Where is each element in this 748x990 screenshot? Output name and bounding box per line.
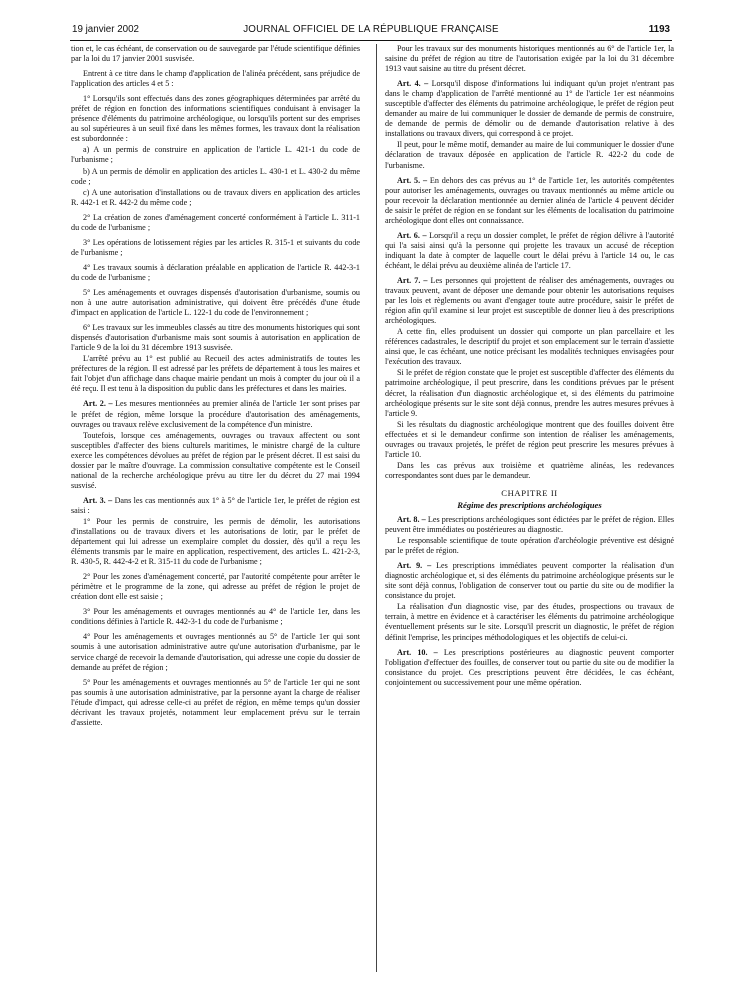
journal-title: JOURNAL OFFICIEL DE LA RÉPUBLIQUE FRANÇAISE bbox=[243, 24, 499, 35]
article-paragraph bbox=[385, 648, 674, 688]
article-paragraph bbox=[385, 79, 674, 139]
left-column bbox=[71, 44, 360, 972]
paragraph-text: 6° Les travaux sur les immeubles classés au titre des monuments historiques qui sont dispensés d'autorisation d'urbanisme mais sont soumis à autorisation en application de l'article 9 de la loi du 31 décembre 1913 susvisée. bbox=[71, 323, 360, 353]
paragraph-text: tion et, le cas échéant, de conservation ou de sauvegarde par l'étude scientifique définies par la loi du 17 janvier 2001 susvisée. bbox=[71, 44, 360, 64]
paragraph bbox=[385, 368, 674, 418]
paragraph bbox=[71, 44, 360, 64]
article-paragraph bbox=[385, 515, 674, 535]
chapter-heading: CHAPITRE II bbox=[501, 487, 558, 498]
header-rule bbox=[70, 40, 672, 41]
page-number: 1193 bbox=[648, 24, 670, 35]
paragraph-text: 5° Pour les aménagements et ouvrages mentionnés au 5° de l'article 1er qui ne sont pas soumis à une autorisation administrative, par la personne ayant la charge de réaliser l'étude d'impact, qui adresse celle-ci au préfet de région, en même temps qu'un dossier décrivant les travaux projetés, notamment leur emplacement prévu sur le terrain d'assiette. bbox=[71, 677, 360, 727]
paragraph-text: Dans les cas prévus aux troisième et quatrième alinéas, les redevances correspondantes sont dues par le demandeur. bbox=[385, 460, 674, 480]
paragraph-text: Les prescriptions immédiates peuvent comporter la réalisation d'un diagnostic archéologique et, si des éléments du patrimoine archéologique présents sur le site sont déjà connus, l'obligation de conserver tout ou partie du site ou de modifier la consistance du projet. bbox=[385, 561, 674, 601]
paragraph-text: Entrent à ce titre dans le champ d'application de l'alinéa précédent, sans préjudice de l'application des articles 4 et 5 : bbox=[71, 69, 360, 89]
paragraph-text: Pour les travaux sur des monuments historiques mentionnés au 6° de l'article 1er, la saisine du préfet de région au titre de l'autorisation exigée par la loi du 31 décembre 1913 vaut saisine au titre du présent décret. bbox=[385, 44, 674, 74]
paragraph bbox=[71, 69, 360, 89]
paragraph-text: Les personnes qui projettent de réaliser des aménagements, ouvrages ou travaux peuvent, avant de déposer une demande pour obtenir les autorisations requises par les lois et règlements ou avant d'engager toute autre procédure, saisir le préfet de région afin qu'il examine si leur projet est susceptible de donner lieu à des prescriptions archéologiques. bbox=[385, 275, 674, 326]
article-label: Art. 3. – bbox=[83, 495, 113, 505]
article-paragraph bbox=[385, 561, 674, 601]
paragraph bbox=[71, 145, 360, 165]
paragraph-text: 5° Les aménagements et ouvrages dispensés d'autorisation d'urbanisme, soumis ou non à une autre autorisation administrative, qui doivent être précédés d'une étude d'impact en application de l'article L. 122-1 du code de l'environnement ; bbox=[71, 287, 360, 318]
paragraph-text: A cette fin, elles produisent un dossier qui comporte un plan parcellaire et les références cadastrales, le descriptif du projet et son emplacement sur le terrain d'assiette ainsi que, le cas échéant, une notice précisant les modalités techniques envisagées pour l'exécution des travaux. bbox=[385, 327, 674, 367]
paragraph-text: En dehors des cas prévus au 1° de l'article 1er, les autorités compétentes pour autoriser les aménagements, ouvrages ou travaux mentionnés au même article ou pour recevoir la déclaration mentionnée au dernier alinéa de l'article 4 peuvent décider de saisir le préfet de région en se fondant sur les éléments de localisation du patrimoine archéologique dont elles ont connaissance. bbox=[385, 175, 674, 225]
paragraph-text: Les prescriptions archéologiques sont édictées par le préfet de région. Elles peuvent être immédiates ou postérieures au diagnostic. bbox=[385, 515, 674, 535]
article-paragraph bbox=[71, 496, 360, 516]
paragraph bbox=[71, 678, 360, 728]
paragraph-text: 2° La création de zones d'aménagement concerté conformément à l'article L. 311-1 du code de l'urbanisme ; bbox=[71, 212, 360, 232]
paragraph-text: Lorsqu'il a reçu un dossier complet, le préfet de région délivre à l'autorité qui l'a saisi ainsi qu'à la personne qui projette les travaux un accusé de réception indiquant la date à compter de laquelle court le délai prévu à l'article 14 ou, le cas échéant, le délai prévu au deuxième alinéa de l'article 17. bbox=[385, 230, 675, 270]
paragraph-text: Les prescriptions postérieures au diagnostic peuvent comporter l'obligation d'effectuer des fouilles, de conserver tout ou partie du site ou de modifier la consistance du projet. Ces prescriptions peuvent être décidées, le cas échéant, conjointement ou successivement pour une même opération. bbox=[385, 647, 675, 687]
paragraph-text: Le responsable scientifique de toute opération d'archéologie préventive est désigné par le préfet de région. bbox=[385, 536, 674, 556]
paragraph bbox=[71, 188, 360, 208]
paragraph bbox=[71, 323, 360, 353]
paragraph bbox=[71, 238, 360, 258]
paragraph-text: 1° Pour les permis de construire, les permis de démolir, les autorisations d'installations ou de travaux divers et les autorisations de lotir, par le préfet de département qui lui adresse un exemplaire complet du dossier, dès qu'il a reçu les éléments transmis par le maire en application, respectivement, des articles L. 421-2-3, R. 430-5, R. 442-4-2 et R. 315-11 du code de l'urbanisme ; bbox=[71, 516, 360, 567]
paragraph bbox=[71, 94, 360, 144]
paragraph-text: a) A un permis de construire en application de l'article L. 421-1 du code de l'urbanisme ; bbox=[71, 145, 360, 165]
article-label: Art. 2. – bbox=[83, 399, 113, 409]
article-label: Art. 5. – bbox=[397, 175, 428, 185]
paragraph bbox=[385, 420, 674, 460]
paragraph-text: Si le préfet de région constate que le projet est susceptible d'affecter des éléments du patrimoine archéologique, il peut prescrire, dans les conditions prévues par le présent décret, la réalisation d'un diagnostic archéologique et, si des éléments du patrimoine archéologique présents sur le site sont déjà connus, prendre les autres mesures prévues à l'article 9. bbox=[385, 368, 674, 418]
article-label: Art. 7. – bbox=[397, 275, 428, 285]
paragraph bbox=[71, 607, 360, 627]
paragraph bbox=[71, 263, 360, 283]
article-label: Art. 10. – bbox=[397, 647, 438, 657]
paragraph bbox=[71, 288, 360, 318]
article-paragraph bbox=[71, 399, 360, 429]
paragraph-text: L'arrêté prévu au 1° est publié au Recueil des actes administratifs de toutes les préfectures de la région. Il est adressé par les préfets de département à tous les maires et fait l'objet d'un affichage dans chaque mairie pendant un mois à compter du jour où il a été reçu. Il est tenu à la disposition du public dans les préfectures et dans les mairies. bbox=[71, 354, 360, 394]
paragraph-text: Dans les cas mentionnés aux 1° à 5° de l'article 1er, le préfet de région est saisi : bbox=[71, 495, 361, 515]
paragraph bbox=[71, 354, 360, 394]
chapter-title: Régime des prescriptions archéologiques bbox=[457, 499, 602, 510]
paragraph-text: 2° Pour les zones d'aménagement concerté, par l'autorité compétente pour arrêter le périmètre et le programme de la zone, qui adresse au préfet de région le projet de création dont elle est saisie ; bbox=[71, 572, 360, 602]
paragraph bbox=[71, 213, 360, 233]
paragraph bbox=[385, 44, 674, 74]
paragraph bbox=[71, 517, 360, 567]
paragraph bbox=[385, 140, 674, 170]
paragraph-text: La réalisation d'un diagnostic vise, par des études, prospections ou travaux de terrain, à mettre en évidence et à caractériser les éléments du patrimoine archéologique éventuellement présents sur le site. Lorsqu'il prescrit un diagnostic, le préfet de région définit l'emprise, les principes méthodologiques et les objectifs de celui-ci. bbox=[385, 602, 674, 642]
paragraph bbox=[385, 536, 674, 556]
paragraph-text: Les mesures mentionnées au premier alinéa de l'article 1er sont prises par le préfet de région, même lorsque la procédure d'autorisation des aménagements, ouvrages ou travaux relève exclusivement de la compétence d'un ministre. bbox=[71, 399, 361, 429]
paragraph bbox=[71, 167, 360, 187]
right-column bbox=[385, 44, 674, 972]
paragraph-text: Si les résultats du diagnostic archéologique montrent que des fouilles doivent être effectuées et si le demandeur confirme son intention de réaliser les aménagements, ouvrages ou travaux projetés, le préfet de région peut prescrire les mesures prévues à l'article 10. bbox=[385, 419, 674, 459]
paragraph-text: 1° Lorsqu'ils sont effectués dans des zones géographiques déterminées par arrêté du préfet de région en fonction des informations scientifiques conduisant à envisager la présence d'éléments du patrimoine archéologique, ou lorsqu'ils portent sur des emprises au sol supérieures à un seuil fixé dans les mêmes formes, les travaux dont la réalisation est subordonnée : bbox=[71, 94, 360, 144]
paragraph-text: 3° Pour les aménagements et ouvrages mentionnés au 4° de l'article 1er, dans les conditions définies à l'article R. 442-3-1 du code de l'urbanisme ; bbox=[71, 607, 360, 627]
article-paragraph bbox=[385, 276, 674, 326]
article-label: Art. 9. – bbox=[397, 561, 432, 571]
paragraph bbox=[385, 602, 674, 642]
paragraph bbox=[71, 572, 360, 602]
column-divider bbox=[376, 44, 377, 972]
article-label: Art. 8. – bbox=[397, 515, 426, 525]
paragraph-text: b) A un permis de démolir en application des articles L. 430-1 et L. 430-2 du même code ; bbox=[71, 166, 360, 186]
article-paragraph bbox=[385, 231, 674, 271]
page-header bbox=[72, 24, 670, 40]
paragraph-text: Lorsqu'il dispose d'informations lui indiquant qu'un projet n'entrant pas dans le champ d'application de l'arrêté mentionné au 1° de l'article 1er est néanmoins susceptible d'affecter des éléments du patrimoine archéologique, le préfet de région peut demander au maire de lui communiquer le dossier de demande de permis de construire, de demande de permis de démolir ou de demande d'autorisation relative à des installations ou travaux divers, qui correspond à ce projet. bbox=[385, 79, 675, 139]
paragraph-text: 4° Les travaux soumis à déclaration préalable en application de l'article R. 442-3-1 du code de l'urbanisme ; bbox=[71, 262, 360, 282]
paragraph-text: 3° Les opérations de lotissement régies par les articles R. 315-1 et suivants du code de l'urbanisme ; bbox=[71, 237, 360, 257]
paragraph-text: Il peut, pour le même motif, demander au maire de lui communiquer le dossier d'une déclaration de travaux déposée en application de l'article R. 422-2 du code de l'urbanisme. bbox=[385, 140, 674, 170]
article-paragraph bbox=[385, 176, 674, 226]
paragraph bbox=[71, 632, 360, 672]
header-date: 19 janvier 2002 bbox=[72, 24, 139, 35]
paragraph bbox=[385, 327, 674, 367]
paragraph-text: 4° Pour les aménagements et ouvrages mentionnés au 5° de l'article 1er qui sont soumis à une autorisation administrative autre qu'une autorisation d'urbanisme, par le service chargé de recevoir la demande d'autorisation, qui adresse une copie du dossier de demande au préfet de région ; bbox=[71, 632, 360, 672]
article-label: Art. 4. – bbox=[397, 79, 429, 89]
paragraph bbox=[71, 431, 360, 491]
paragraph-text: Toutefois, lorsque ces aménagements, ouvrages ou travaux affectent ou sont susceptibles d'affecter des biens culturels maritimes, le ministre chargé de la culture exerce les compétences dévolues au préfet de région par le présent décret. Il est saisi du dossier par le maître d'ouvrage. La commission consultative compétente est le Conseil national de la recherche archéologique prévu au titre Ier du décret du 27 mai 1994 susvisé. bbox=[71, 430, 360, 490]
paragraph-text: c) A une autorisation d'installations ou de travaux divers en application des articles R. 442-1 et R. 442-2 du même code ; bbox=[71, 187, 360, 207]
paragraph bbox=[385, 461, 674, 481]
article-label: Art. 6. – bbox=[397, 230, 427, 240]
